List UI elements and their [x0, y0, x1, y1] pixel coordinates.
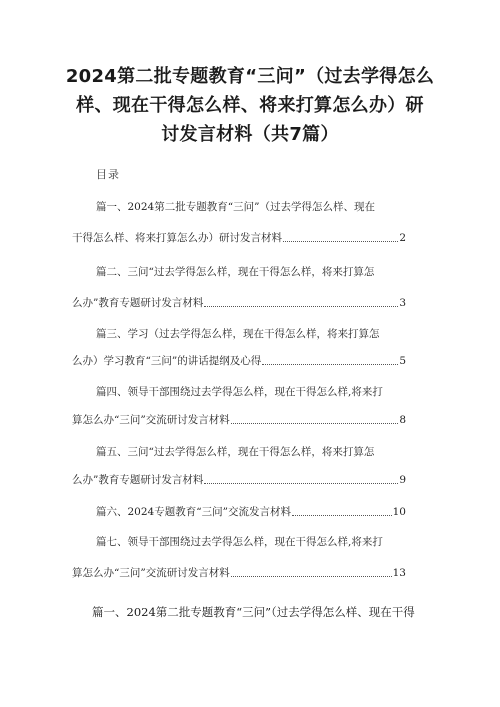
title-line-2: 样、现在干得怎么样、将来打算怎么办）研: [76, 95, 424, 116]
toc-leader-dots: [204, 305, 398, 307]
toc-entry-1[interactable]: [72, 231, 406, 245]
toc-entry-6[interactable]: [96, 505, 406, 519]
toc-entry-7[interactable]: [72, 566, 406, 580]
title-line-1: 2024第二批专题教育“三问”（过去学得怎么: [65, 66, 435, 87]
toc-page-number: 8: [399, 414, 406, 426]
toc-page-number: 9: [399, 474, 406, 486]
toc-leader-dots: [204, 482, 398, 484]
toc-entry-6-line-1: 篇六、2024专题教育“三问”交流发言材料: [96, 506, 291, 518]
toc-entry-3-line-2: 么办）学习教育“三问”的讲话提纲及心得: [72, 355, 262, 367]
toc-page-number: 13: [392, 567, 406, 579]
toc-page-number: 10: [392, 506, 406, 518]
toc-entry-1-line-2: 干得怎么样、将来打算怎么办）研讨发言材料: [72, 232, 282, 244]
toc-entry-3-line-1[interactable]: 篇三、学习（过去学得怎么样，现在干得怎么样，将来打算怎: [96, 328, 380, 340]
toc-entry-2[interactable]: [72, 296, 406, 310]
toc-entry-4-line-1[interactable]: 篇四、领导干部围绕过去学得怎么样，现在干得怎么样,将来打: [96, 386, 383, 398]
toc-entry-4[interactable]: [72, 413, 406, 427]
toc-entry-3[interactable]: [72, 354, 406, 368]
toc-leader-dots: [231, 422, 399, 424]
toc-page-number: 3: [399, 297, 406, 309]
toc-entry-5[interactable]: [72, 473, 406, 487]
toc-leader-dots: [283, 240, 398, 242]
toc-entry-4-line-2: 算怎么办“三问”交流研讨发言材料: [72, 414, 230, 426]
toc-page-number: 2: [399, 232, 406, 244]
toc-entry-5-line-2: 么办”教育专题研讨发言材料: [72, 474, 204, 486]
body-first-line: 篇一、2024第二批专题教育“三问”（过去学得怎么样、现在干得: [92, 605, 415, 619]
toc-leader-dots: [231, 575, 392, 577]
toc-page-number: 5: [399, 355, 406, 367]
toc-leader-dots: [292, 514, 392, 516]
toc-entry-7-line-1[interactable]: 篇七、领导干部围绕过去学得怎么样，现在干得怎么样,将来打: [96, 536, 383, 548]
toc-entry-7-line-2: 算怎么办“三问”交流研讨发言材料: [72, 567, 230, 579]
document-title: [60, 62, 440, 149]
toc-entry-5-line-1[interactable]: 篇五、三问“过去学得怎么样，现在干得怎么样，将来打算怎: [96, 446, 375, 458]
title-line-3: 讨发言材料（共7篇）: [161, 124, 339, 145]
toc-heading: 目录: [96, 168, 120, 181]
toc-leader-dots: [262, 363, 398, 365]
toc-entry-1-line-1[interactable]: 篇一、2024第二批专题教育“三问”（过去学得怎么样、现在: [96, 201, 375, 213]
toc-entry-2-line-2: 么办”教育专题研讨发言材料: [72, 297, 204, 309]
toc-entry-2-line-1[interactable]: 篇二、三问“过去学得怎么样，现在干得怎么样，将来打算怎: [96, 266, 375, 278]
